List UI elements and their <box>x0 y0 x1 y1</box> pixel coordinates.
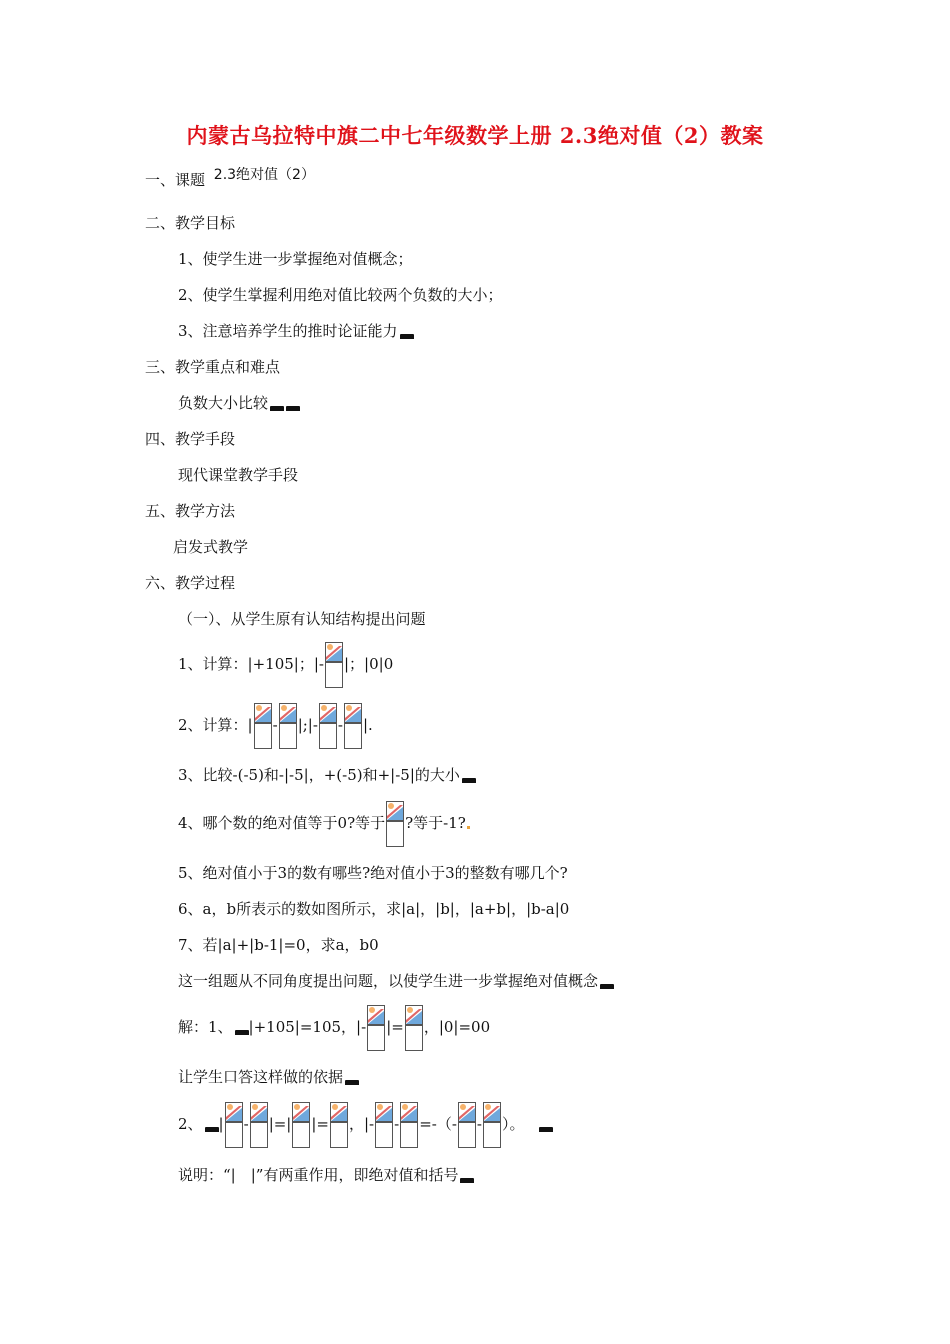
fraction-image-icon <box>405 1005 423 1051</box>
q2-minus: - <box>272 716 278 734</box>
process-subheading: （一）、从学生原有认知结构提出问题 <box>178 610 426 628</box>
fraction-image-icon <box>330 1102 348 1148</box>
sol2-minus: - <box>394 1115 400 1133</box>
question-7: 7、若|a|+|b-1|=0，求a，b0 <box>178 936 379 954</box>
fraction-image-icon <box>225 1102 243 1148</box>
question-3: 3、比较-(-5)和-|-5|，+(-5)和+|-5|的大小 <box>178 766 460 784</box>
mark-icon <box>345 1080 359 1085</box>
process-heading: 六、教学过程 <box>145 574 236 592</box>
method-text: 启发式教学 <box>173 538 249 556</box>
solution-2 <box>178 1102 553 1148</box>
fraction-image-icon <box>400 1102 418 1148</box>
sol2-bar: | <box>218 1115 224 1133</box>
sol2-prefix: 2、 <box>178 1115 203 1133</box>
question-4 <box>178 801 471 847</box>
q4-prefix: 4、哪个数的绝对值等于0?等于 <box>178 814 386 832</box>
fraction-image-icon <box>386 801 404 847</box>
sol1-part1: |+105|=105，|- <box>248 1018 367 1036</box>
sol2-comma: ，|- <box>349 1115 375 1133</box>
dot-icon <box>467 826 470 829</box>
sol2-minus: - <box>476 1115 482 1133</box>
goal-item-row <box>178 321 414 341</box>
question-1 <box>178 642 393 688</box>
sol2-end: ）。 <box>502 1115 525 1133</box>
question-6: 6、a，b所表示的数如图所示，求|a|，|b|，|a+b|，|b-a|0 <box>178 900 570 918</box>
fraction-image-icon <box>319 703 337 749</box>
note-2: 让学生口答这样做的依据 <box>178 1068 344 1086</box>
sol2-eq: |=| <box>268 1115 292 1133</box>
q1-prefix: 1、计算：|+105|；|- <box>178 655 324 673</box>
mark-icon <box>205 1127 219 1132</box>
key-points-text: 负数大小比较 <box>178 394 269 412</box>
fraction-image-icon <box>279 703 297 749</box>
fraction-image-icon <box>344 703 362 749</box>
mark-icon <box>286 406 300 411</box>
topic-row <box>145 167 315 191</box>
mark-icon <box>400 334 414 339</box>
fraction-image-icon <box>375 1102 393 1148</box>
means-text: 现代课堂教学手段 <box>178 466 299 484</box>
explain-text: 说明：“| |”有两重作用，即绝对值和括号 <box>178 1166 459 1184</box>
sol1-prefix: 解：1、 <box>178 1018 233 1036</box>
mark-icon <box>539 1127 553 1132</box>
question-5: 5、绝对值小于3的数有哪些?绝对值小于3的整数有哪几个? <box>178 864 568 882</box>
sol1-eq: |= <box>386 1018 404 1036</box>
mark-icon <box>235 1030 249 1035</box>
question-3-row <box>178 765 476 785</box>
method-heading: 五、教学方法 <box>145 502 236 520</box>
explain-row <box>178 1165 474 1185</box>
goals-heading: 二、教学目标 <box>145 214 236 232</box>
key-points-row <box>178 393 300 413</box>
fraction-image-icon <box>367 1005 385 1051</box>
mark-icon <box>460 1178 474 1183</box>
solution-1 <box>178 1005 490 1051</box>
q2-prefix: 2、计算：| <box>178 716 253 734</box>
q2-end: |. <box>363 716 373 734</box>
fraction-image-icon <box>250 1102 268 1148</box>
sol2-eq: =-（- <box>419 1115 457 1133</box>
topic-value: 2.3绝对值（2） <box>213 167 315 183</box>
goal-item: 3、注意培养学生的推时论证能力 <box>178 322 398 340</box>
fraction-image-icon <box>458 1102 476 1148</box>
mark-icon <box>270 406 284 411</box>
fraction-image-icon <box>325 642 343 688</box>
document-title: 内蒙古乌拉特中旗二中七年级数学上册 2.3绝对值（2）教案 <box>186 123 764 148</box>
mark-icon <box>600 984 614 989</box>
goal-item: 2、使学生掌握利用绝对值比较两个负数的大小； <box>178 286 503 304</box>
fraction-image-icon <box>254 703 272 749</box>
mark-icon <box>462 778 476 783</box>
note-1: 这一组题从不同角度提出问题，以使学生进一步掌握绝对值概念 <box>178 972 599 990</box>
q2-mid: |;|- <box>297 716 318 734</box>
fraction-image-icon <box>483 1102 501 1148</box>
q4-suffix: ?等于-1? <box>405 814 466 832</box>
q1-mid: |；|0|0 <box>343 655 394 673</box>
q2-minus: - <box>337 716 343 734</box>
sol2-minus: - <box>243 1115 249 1133</box>
sol2-eq: |= <box>311 1115 329 1133</box>
note-2-row <box>178 1067 359 1087</box>
goal-item: 1、使学生进一步掌握绝对值概念； <box>178 250 413 268</box>
note-1-row <box>178 971 614 991</box>
means-heading: 四、教学手段 <box>145 430 236 448</box>
fraction-image-icon <box>292 1102 310 1148</box>
key-points-heading: 三、教学重点和难点 <box>145 358 281 376</box>
question-2 <box>178 703 373 749</box>
sol1-end: ，|0|=00 <box>423 1018 491 1036</box>
topic-label: 一、课题 <box>145 171 206 189</box>
